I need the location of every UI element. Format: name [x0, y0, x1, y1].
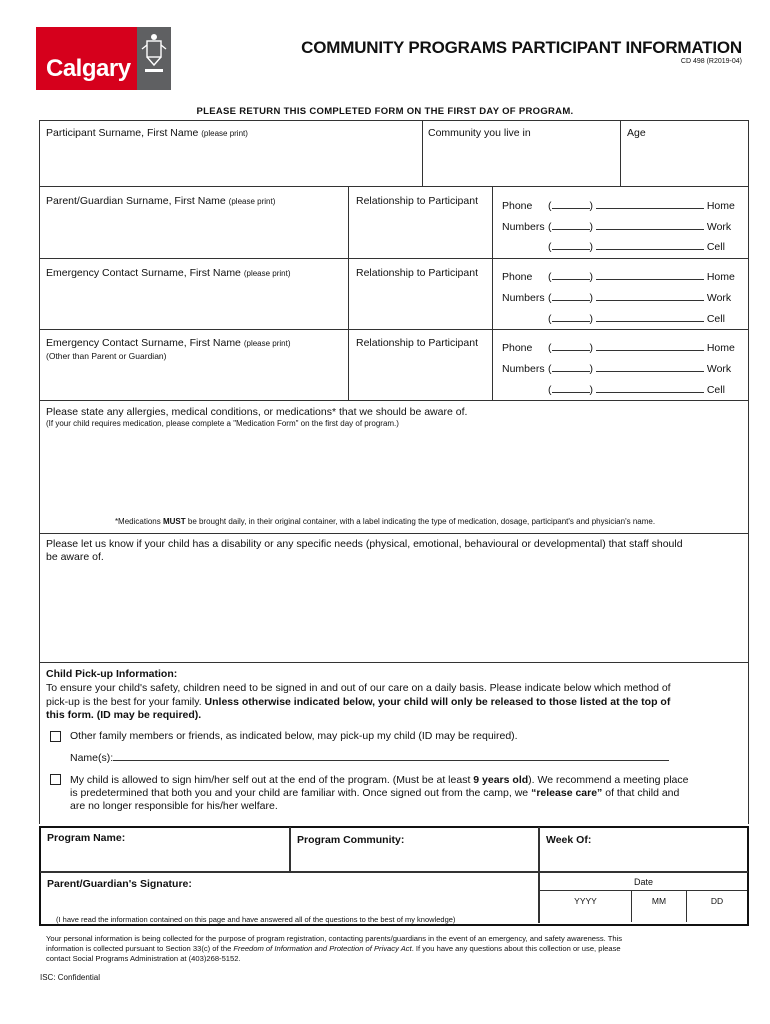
medical-field[interactable] [40, 432, 748, 512]
emergency1-relationship-label: Relationship to Participant [356, 267, 478, 279]
phone-label: Phone [502, 342, 533, 354]
community-label: Community you live in [428, 127, 531, 139]
age-field[interactable] [621, 142, 747, 184]
program-community-field[interactable] [292, 848, 536, 869]
calgary-logo [36, 27, 171, 90]
date-label: Date [633, 877, 653, 887]
pickup-line1: To ensure your child's safety, children need to be signed in and out of our care on a daily basis. Please indicate below which method of [46, 682, 671, 694]
participant-name-label: Participant Surname, First Name (please print) [46, 127, 248, 139]
logo-text: Calgary [46, 55, 131, 82]
week-of-field[interactable] [541, 848, 746, 869]
form-code: CD 498 (R2019-04) [680, 58, 742, 65]
date-mm-field[interactable]: MM [651, 896, 667, 906]
option-self-signout-label: My child is allowed to sign him/her self out at the end of the program. (Must be at least 9 years old). We recommend a meeting place is predetermined that both you and your child are familiar with. Once signed out from the camp, we “release care” of that child and are no longer responsible for his/her welfare. [70, 774, 689, 812]
emergency1-home-phone[interactable]: ( ) Home [548, 271, 735, 283]
emergency2-relationship-label: Relationship to Participant [356, 337, 478, 349]
return-notice: PLEASE RETURN THIS COMPLETED FORM ON THE FIRST DAY OF PROGRAM. [196, 106, 574, 117]
phone-label: Phone [502, 271, 533, 283]
medication-note: *Medications MUST be brought daily, in their original container, with a label indicating the type of medication, dosage, participant's and physician's name. [114, 517, 656, 526]
pickup-line3: this form. (ID may be required). [46, 709, 202, 721]
numbers-label: Numbers [502, 363, 545, 375]
numbers-label: Numbers [502, 292, 545, 304]
emergency2-home-phone[interactable]: ( ) Home [548, 342, 735, 354]
community-field[interactable] [423, 142, 619, 184]
program-name-label: Program Name: [47, 832, 126, 844]
emergency2-work-phone[interactable]: ( ) Work [548, 363, 732, 375]
names-field[interactable]: Name(s): [70, 752, 669, 765]
option-family-checkbox[interactable] [50, 731, 61, 742]
form-title: COMMUNITY PROGRAMS PARTICIPANT INFORMATION [301, 38, 742, 57]
classification-label: ISC: Confidential [40, 973, 101, 982]
program-name-field[interactable] [42, 846, 287, 869]
date-yyyy-field[interactable]: YYYY [574, 896, 597, 906]
disability-field[interactable] [40, 566, 748, 660]
emergency1-cell-phone[interactable]: ( ) Cell [548, 313, 725, 325]
parent-work-phone[interactable]: ( ) Work [548, 221, 732, 233]
option-self-signout-checkbox[interactable] [50, 774, 61, 785]
phone-label: Phone [502, 200, 533, 212]
disability-prompt: Please let us know if your child has a disability or any specific needs (physical, emotional, behavioural or developmental) that staff should be aware of. [46, 538, 683, 563]
pickup-heading: Child Pick-up Information: [46, 668, 178, 680]
emergency2-name-label: Emergency Contact Surname, First Name (please print) [46, 337, 291, 349]
signature-label: Parent/Guardian's Signature: [47, 878, 192, 890]
parent-cell-phone[interactable]: ( ) Cell [548, 241, 725, 253]
parent-name-label: Parent/Guardian Surname, First Name (please print) [46, 195, 276, 207]
parent-relationship-label: Relationship to Participant [356, 195, 478, 207]
medical-sub: (If your child requires medication, please complete a "Medication Form" on the first day of program.) [46, 419, 399, 428]
declaration-text: (I have read the information contained on this page and have answered all of the questions to the best of my knowledge) [56, 915, 456, 924]
option-family-label: Other family members or friends, as indicated below, may pick-up my child (ID may be required). [70, 730, 518, 742]
emergency1-name-label: Emergency Contact Surname, First Name (please print) [46, 267, 291, 279]
participant-name-field[interactable] [40, 142, 420, 184]
emergency1-work-phone[interactable]: ( ) Work [548, 292, 732, 304]
parent-home-phone[interactable]: ( ) Home [548, 200, 735, 212]
program-community-label: Program Community: [297, 834, 405, 846]
pickup-line2: pick-up is the best for your family. Unless otherwise indicated below, your child will only be released to those listed at the top of [46, 696, 671, 708]
coat-of-arms-icon [137, 27, 171, 90]
medical-prompt: Please state any allergies, medical conditions, or medications* that we should be aware of. [46, 406, 468, 418]
date-dd-field[interactable]: DD [710, 896, 724, 906]
emergency2-cell-phone[interactable]: ( ) Cell [548, 384, 725, 396]
other-than-parent-note: (Other than Parent or Guardian) [46, 351, 167, 361]
privacy-statement: Your personal information is being collected for the purpose of program registration, contacting parents/guardians in the event of an emergency, and safety awareness. This information is collected pursuant to Section 33(c) of the Freedom of Information and Protection of Privacy Act. If you have any questions about this collection or use, please contact Social Programs Administration at (403)268-5152. [46, 934, 623, 963]
numbers-label: Numbers [502, 221, 545, 233]
week-of-label: Week Of: [546, 834, 592, 846]
signature-field[interactable] [42, 892, 536, 914]
age-label: Age [627, 127, 646, 139]
